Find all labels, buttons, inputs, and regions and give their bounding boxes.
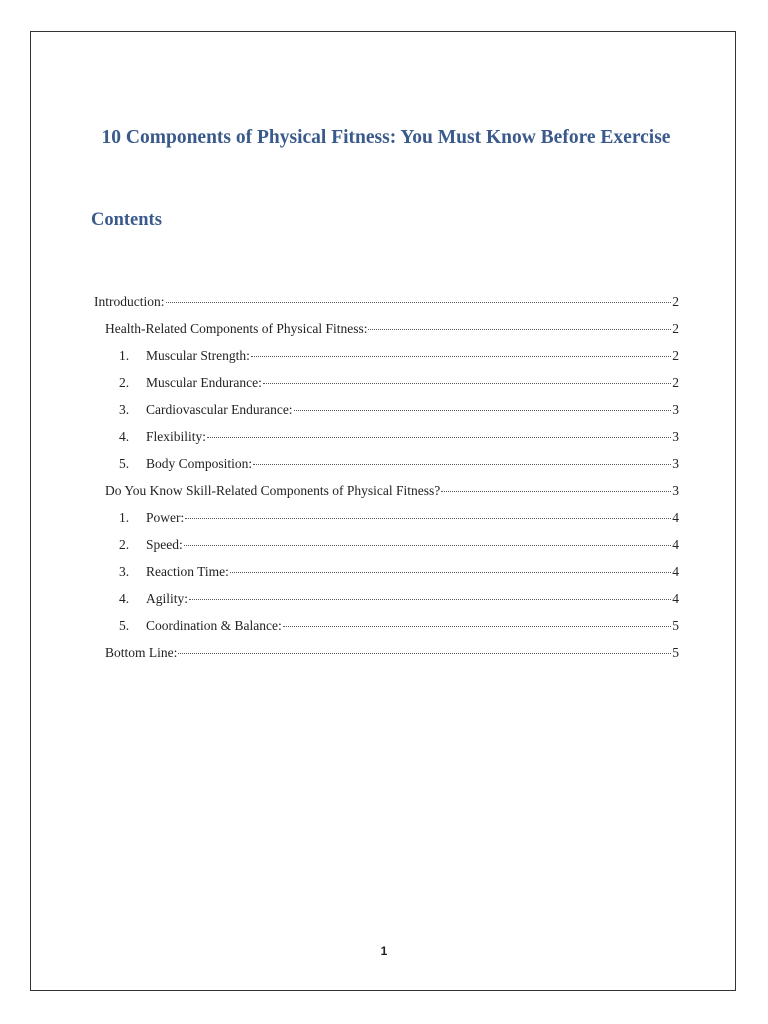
toc-entry-text: Muscular Strength: (146, 348, 250, 363)
toc-entry-number: 1. (119, 510, 130, 525)
toc-dot-leader (178, 653, 671, 654)
toc-entry-text: Bottom Line: (105, 645, 178, 660)
toc-dot-leader (441, 491, 671, 492)
toc-entry-reaction-time[interactable] (119, 564, 679, 584)
toc-page-number: 4 (672, 564, 679, 579)
toc-entry-flexibility[interactable] (119, 429, 679, 449)
toc-entry-text: Coordination & Balance: (146, 618, 282, 633)
toc-entry-coordination-balance[interactable] (119, 618, 679, 638)
toc-page-number: 2 (672, 348, 679, 363)
toc-entry-text: Introduction: (94, 294, 165, 309)
toc-entry-bottom-line[interactable] (105, 645, 679, 665)
document-page (30, 31, 736, 991)
toc-entry-number: 1. (119, 348, 130, 363)
toc-entry-text: Body Composition: (146, 456, 253, 471)
toc-page-number: 2 (672, 375, 679, 390)
toc-entry-text: Speed: (146, 537, 183, 552)
toc-page-number: 4 (672, 510, 679, 525)
toc-entry-text: Muscular Endurance: (146, 375, 262, 390)
toc-page-number: 4 (672, 591, 679, 606)
toc-entry-number: 5. (119, 456, 130, 471)
toc-page-number: 3 (672, 402, 679, 417)
toc-dot-leader (230, 572, 671, 573)
toc-entry-number: 2. (119, 375, 130, 390)
toc-entry-muscular-endurance[interactable] (119, 375, 679, 395)
toc-page-number: 2 (672, 321, 679, 336)
page-number: 1 (380, 944, 388, 958)
toc-entry-text: Health-Related Components of Physical Fitness: (105, 321, 368, 336)
toc-dot-leader (189, 599, 671, 600)
toc-entry-agility[interactable] (119, 591, 679, 611)
toc-entry-text: Power: (146, 510, 185, 525)
toc-entry-introduction[interactable] (94, 294, 679, 314)
contents-heading: Contents (91, 210, 162, 230)
toc-entry-number: 2. (119, 537, 130, 552)
toc-page-number: 2 (672, 294, 679, 309)
toc-entry-body-composition[interactable] (119, 456, 679, 476)
toc-entry-text: Reaction Time: (146, 564, 229, 579)
toc-entry-muscular-strength[interactable] (119, 348, 679, 368)
toc-page-number: 5 (672, 618, 679, 633)
toc-entry-text: Agility: (146, 591, 189, 606)
toc-page-number: 4 (672, 537, 679, 552)
toc-entry-skill-related[interactable] (105, 483, 679, 503)
toc-dot-leader (263, 383, 671, 384)
toc-dot-leader (294, 410, 672, 411)
toc-entry-number: 4. (119, 429, 130, 444)
toc-entry-text: Do You Know Skill-Related Components of Physical Fitness? (105, 483, 441, 498)
toc-dot-leader (185, 518, 671, 519)
toc-page-number: 3 (672, 429, 679, 444)
toc-dot-leader (368, 329, 671, 330)
toc-entry-speed[interactable] (119, 537, 679, 557)
toc-dot-leader (207, 437, 671, 438)
toc-entry-cardiovascular-endurance[interactable] (119, 402, 679, 422)
toc-entry-number: 4. (119, 591, 130, 606)
toc-entry-number: 3. (119, 402, 130, 417)
toc-dot-leader (283, 626, 672, 627)
toc-page-number: 3 (672, 483, 679, 498)
toc-dot-leader (166, 302, 672, 303)
toc-page-number: 5 (672, 645, 679, 660)
toc-entry-text: Cardiovascular Endurance: (146, 402, 293, 417)
toc-entry-text: Flexibility: (146, 429, 207, 444)
toc-dot-leader (253, 464, 671, 465)
toc-dot-leader (184, 545, 672, 546)
toc-entry-number: 5. (119, 618, 130, 633)
toc-entry-health-related[interactable] (105, 321, 679, 341)
toc-dot-leader (251, 356, 671, 357)
document-title: 10 Components of Physical Fitness: You Must Know Before Exercise (101, 127, 671, 148)
toc-page-number: 3 (672, 456, 679, 471)
toc-entry-power[interactable] (119, 510, 679, 530)
toc-entry-number: 3. (119, 564, 130, 579)
